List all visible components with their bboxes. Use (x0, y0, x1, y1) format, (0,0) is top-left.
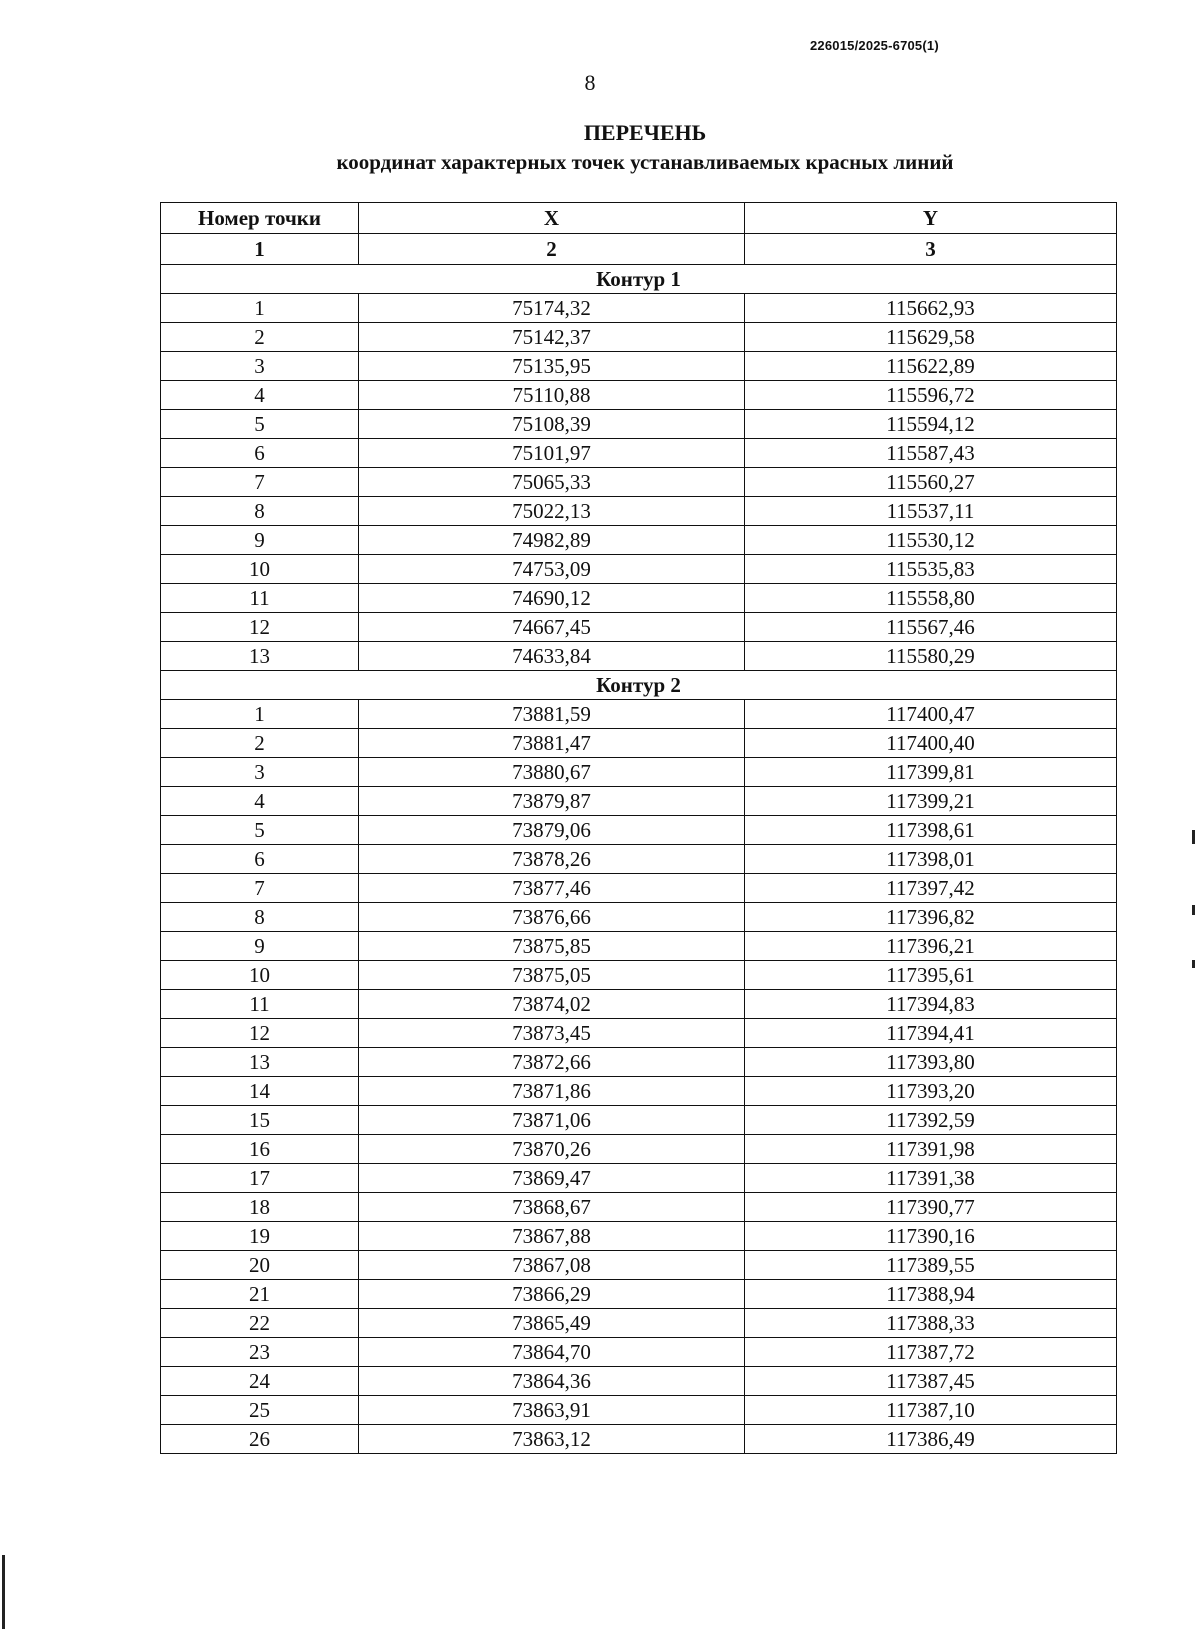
page-number: 8 (584, 70, 596, 95)
point-number-cell: 5 (161, 410, 359, 439)
point-number-cell: 11 (161, 584, 359, 613)
table-row (161, 961, 1117, 990)
point-number-cell: 24 (161, 1367, 359, 1396)
y-coordinate-cell: 117390,77 (745, 1193, 1117, 1222)
y-coordinate-cell: 117400,47 (745, 700, 1117, 729)
header-y: Y (745, 203, 1117, 234)
y-coordinate-cell: 117394,83 (745, 990, 1117, 1019)
column-number-3: 3 (745, 234, 1117, 265)
header-x: X (359, 203, 745, 234)
x-coordinate-cell: 73865,49 (359, 1309, 745, 1338)
x-coordinate-cell: 73872,66 (359, 1048, 745, 1077)
point-number-cell: 7 (161, 468, 359, 497)
y-coordinate-cell: 117396,82 (745, 903, 1117, 932)
table-row (161, 1048, 1117, 1077)
x-coordinate-cell: 73877,46 (359, 874, 745, 903)
point-number-cell: 3 (161, 352, 359, 381)
y-coordinate-cell: 117386,49 (745, 1425, 1117, 1454)
x-coordinate-cell: 73871,06 (359, 1106, 745, 1135)
x-coordinate-cell: 75174,32 (359, 294, 745, 323)
point-number-cell: 19 (161, 1222, 359, 1251)
column-number-2: 2 (359, 234, 745, 265)
y-coordinate-cell: 117392,59 (745, 1106, 1117, 1135)
scan-margin-mark (2, 1555, 5, 1629)
scan-margin-mark (1192, 960, 1195, 968)
point-number-cell: 11 (161, 990, 359, 1019)
table-row (161, 1309, 1117, 1338)
table-row (161, 816, 1117, 845)
table-header-row (161, 203, 1117, 234)
table-column-numbers-row (161, 234, 1117, 265)
x-coordinate-cell: 74690,12 (359, 584, 745, 613)
table-row (161, 1338, 1117, 1367)
y-coordinate-cell: 115622,89 (745, 352, 1117, 381)
table-row (161, 845, 1117, 874)
document-number: 226015/2025-6705(1) (810, 38, 939, 53)
y-coordinate-cell: 117389,55 (745, 1251, 1117, 1280)
table-row (161, 555, 1117, 584)
point-number-cell: 8 (161, 497, 359, 526)
point-number-cell: 1 (161, 294, 359, 323)
x-coordinate-cell: 73881,59 (359, 700, 745, 729)
table-row (161, 497, 1117, 526)
y-coordinate-cell: 115596,72 (745, 381, 1117, 410)
point-number-cell: 4 (161, 787, 359, 816)
table-row (161, 1135, 1117, 1164)
table-row (161, 352, 1117, 381)
point-number-cell: 9 (161, 932, 359, 961)
x-coordinate-cell: 73863,12 (359, 1425, 745, 1454)
point-number-cell: 25 (161, 1396, 359, 1425)
table-row (161, 1367, 1117, 1396)
x-coordinate-cell: 74753,09 (359, 555, 745, 584)
x-coordinate-cell: 75110,88 (359, 381, 745, 410)
table-row (161, 323, 1117, 352)
point-number-cell: 4 (161, 381, 359, 410)
point-number-cell: 12 (161, 1019, 359, 1048)
table-row (161, 758, 1117, 787)
y-coordinate-cell: 115587,43 (745, 439, 1117, 468)
x-coordinate-cell: 73879,87 (359, 787, 745, 816)
y-coordinate-cell: 117387,10 (745, 1396, 1117, 1425)
x-coordinate-cell: 73875,05 (359, 961, 745, 990)
y-coordinate-cell: 117390,16 (745, 1222, 1117, 1251)
table-row (161, 932, 1117, 961)
point-number-cell: 22 (161, 1309, 359, 1338)
x-coordinate-cell: 73867,08 (359, 1251, 745, 1280)
x-coordinate-cell: 75022,13 (359, 497, 745, 526)
y-coordinate-cell: 117398,01 (745, 845, 1117, 874)
x-coordinate-cell: 75135,95 (359, 352, 745, 381)
document-title: ПЕРЕЧЕНЬ (583, 120, 707, 145)
x-coordinate-cell: 73868,67 (359, 1193, 745, 1222)
y-coordinate-cell: 117388,94 (745, 1280, 1117, 1309)
table-row (161, 729, 1117, 758)
point-number-cell: 13 (161, 1048, 359, 1077)
x-coordinate-cell: 75065,33 (359, 468, 745, 497)
table-row (161, 410, 1117, 439)
y-coordinate-cell: 115594,12 (745, 410, 1117, 439)
point-number-cell: 21 (161, 1280, 359, 1309)
x-coordinate-cell: 75108,39 (359, 410, 745, 439)
point-number-cell: 1 (161, 700, 359, 729)
y-coordinate-cell: 117399,81 (745, 758, 1117, 787)
table-row (161, 613, 1117, 642)
y-coordinate-cell: 117396,21 (745, 932, 1117, 961)
x-coordinate-cell: 73866,29 (359, 1280, 745, 1309)
table-row (161, 990, 1117, 1019)
coordinates-table-body (161, 203, 1117, 1454)
y-coordinate-cell: 117387,45 (745, 1367, 1117, 1396)
x-coordinate-cell: 73876,66 (359, 903, 745, 932)
table-row (161, 642, 1117, 671)
y-coordinate-cell: 115535,83 (745, 555, 1117, 584)
y-coordinate-cell: 117398,61 (745, 816, 1117, 845)
point-number-cell: 16 (161, 1135, 359, 1164)
y-coordinate-cell: 115567,46 (745, 613, 1117, 642)
section-header-row (161, 265, 1117, 294)
y-coordinate-cell: 117397,42 (745, 874, 1117, 903)
point-number-cell: 10 (161, 555, 359, 584)
table-row (161, 787, 1117, 816)
point-number-cell: 2 (161, 323, 359, 352)
table-row (161, 1396, 1117, 1425)
document-subtitle: координат характерных точек устанавливаемых красных линий (336, 150, 954, 174)
y-coordinate-cell: 117391,38 (745, 1164, 1117, 1193)
x-coordinate-cell: 73881,47 (359, 729, 745, 758)
point-number-cell: 10 (161, 961, 359, 990)
point-number-cell: 14 (161, 1077, 359, 1106)
x-coordinate-cell: 73873,45 (359, 1019, 745, 1048)
table-row (161, 903, 1117, 932)
y-coordinate-cell: 117393,20 (745, 1077, 1117, 1106)
y-coordinate-cell: 117400,40 (745, 729, 1117, 758)
table-row (161, 468, 1117, 497)
point-number-cell: 8 (161, 903, 359, 932)
point-number-cell: 2 (161, 729, 359, 758)
section-title: Контур 1 (161, 265, 1117, 294)
y-coordinate-cell: 115558,80 (745, 584, 1117, 613)
x-coordinate-cell: 73867,88 (359, 1222, 745, 1251)
table-row (161, 1280, 1117, 1309)
y-coordinate-cell: 115629,58 (745, 323, 1117, 352)
point-number-cell: 3 (161, 758, 359, 787)
point-number-cell: 7 (161, 874, 359, 903)
x-coordinate-cell: 73864,36 (359, 1367, 745, 1396)
y-coordinate-cell: 117388,33 (745, 1309, 1117, 1338)
point-number-cell: 15 (161, 1106, 359, 1135)
y-coordinate-cell: 115662,93 (745, 294, 1117, 323)
x-coordinate-cell: 73879,06 (359, 816, 745, 845)
x-coordinate-cell: 75142,37 (359, 323, 745, 352)
x-coordinate-cell: 74982,89 (359, 526, 745, 555)
table-row (161, 439, 1117, 468)
point-number-cell: 9 (161, 526, 359, 555)
point-number-cell: 6 (161, 439, 359, 468)
y-coordinate-cell: 117387,72 (745, 1338, 1117, 1367)
column-number-1: 1 (161, 234, 359, 265)
x-coordinate-cell: 73863,91 (359, 1396, 745, 1425)
table-row (161, 1251, 1117, 1280)
x-coordinate-cell: 75101,97 (359, 439, 745, 468)
x-coordinate-cell: 73871,86 (359, 1077, 745, 1106)
table-row (161, 1222, 1117, 1251)
point-number-cell: 5 (161, 816, 359, 845)
table-row (161, 1019, 1117, 1048)
point-number-cell: 18 (161, 1193, 359, 1222)
point-number-cell: 20 (161, 1251, 359, 1280)
x-coordinate-cell: 73875,85 (359, 932, 745, 961)
table-row (161, 294, 1117, 323)
table-row (161, 584, 1117, 613)
section-header-row (161, 671, 1117, 700)
point-number-cell: 23 (161, 1338, 359, 1367)
point-number-cell: 12 (161, 613, 359, 642)
x-coordinate-cell: 74633,84 (359, 642, 745, 671)
y-coordinate-cell: 115560,27 (745, 468, 1117, 497)
table-row (161, 381, 1117, 410)
point-number-cell: 13 (161, 642, 359, 671)
x-coordinate-cell: 73878,26 (359, 845, 745, 874)
y-coordinate-cell: 117394,41 (745, 1019, 1117, 1048)
y-coordinate-cell: 117399,21 (745, 787, 1117, 816)
table-row (161, 1106, 1117, 1135)
scan-margin-mark (1192, 830, 1195, 844)
y-coordinate-cell: 115580,29 (745, 642, 1117, 671)
table-row (161, 526, 1117, 555)
x-coordinate-cell: 73864,70 (359, 1338, 745, 1367)
point-number-cell: 6 (161, 845, 359, 874)
x-coordinate-cell: 73870,26 (359, 1135, 745, 1164)
y-coordinate-cell: 117391,98 (745, 1135, 1117, 1164)
x-coordinate-cell: 73869,47 (359, 1164, 745, 1193)
x-coordinate-cell: 73874,02 (359, 990, 745, 1019)
y-coordinate-cell: 117393,80 (745, 1048, 1117, 1077)
header-point-number: Номер точки (161, 203, 359, 234)
y-coordinate-cell: 115530,12 (745, 526, 1117, 555)
x-coordinate-cell: 74667,45 (359, 613, 745, 642)
y-coordinate-cell: 117395,61 (745, 961, 1117, 990)
table-row (161, 1077, 1117, 1106)
table-row (161, 874, 1117, 903)
y-coordinate-cell: 115537,11 (745, 497, 1117, 526)
point-number-cell: 17 (161, 1164, 359, 1193)
table-row (161, 700, 1117, 729)
x-coordinate-cell: 73880,67 (359, 758, 745, 787)
table-row (161, 1164, 1117, 1193)
scan-margin-mark (1192, 905, 1195, 915)
table-row (161, 1425, 1117, 1454)
section-title: Контур 2 (161, 671, 1117, 700)
coordinates-table (160, 202, 1117, 1454)
point-number-cell: 26 (161, 1425, 359, 1454)
table-row (161, 1193, 1117, 1222)
